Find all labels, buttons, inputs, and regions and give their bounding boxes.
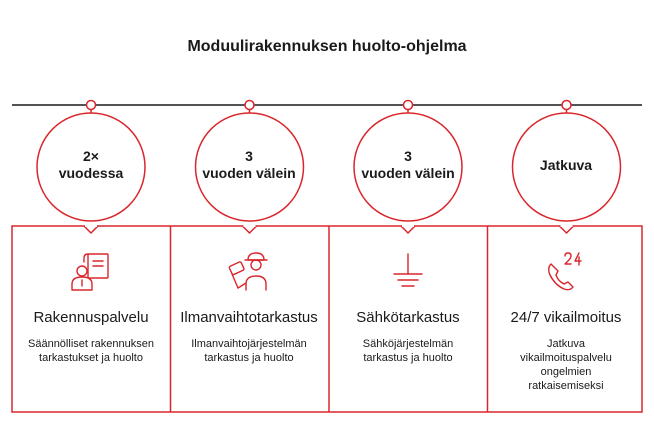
service-title: Rakennuspalvelu bbox=[33, 309, 149, 326]
column-2 bbox=[170, 0, 328, 438]
service-description: Sähköjärjestelmän tarkastus ja huolto bbox=[362, 338, 454, 364]
frequency-label: 3 vuoden välein bbox=[202, 148, 296, 181]
electrical-ground-icon bbox=[383, 250, 433, 294]
service-description: Jatkuva vikailmoituspalvelu ongelmien ratkaisemiseksi bbox=[520, 338, 612, 392]
service-title: 24/7 vikailmoitus bbox=[510, 309, 622, 326]
frequency-label: 2× vuodessa bbox=[58, 148, 124, 181]
service-description: Säännölliset rakennuksen tarkastukset ja huolto bbox=[28, 338, 154, 364]
column-1 bbox=[12, 0, 170, 438]
phone-24-icon bbox=[541, 250, 591, 294]
ventilation-technician-icon bbox=[224, 250, 274, 294]
page-title: Moduulirakennuksen huolto-ohjelma bbox=[187, 38, 467, 55]
column-4 bbox=[487, 0, 645, 438]
frequency-label: Jatkuva bbox=[539, 157, 593, 173]
service-title: Sähkötarkastus bbox=[356, 309, 460, 326]
frequency-label: 3 vuoden välein bbox=[361, 148, 455, 181]
service-title: Ilmanvaihtotarkastus bbox=[180, 309, 318, 326]
column-3 bbox=[329, 0, 487, 438]
service-description: Ilmanvaihtojärjestelmän tarkastus ja huolto bbox=[191, 338, 307, 364]
building-inspection-icon bbox=[66, 250, 116, 294]
